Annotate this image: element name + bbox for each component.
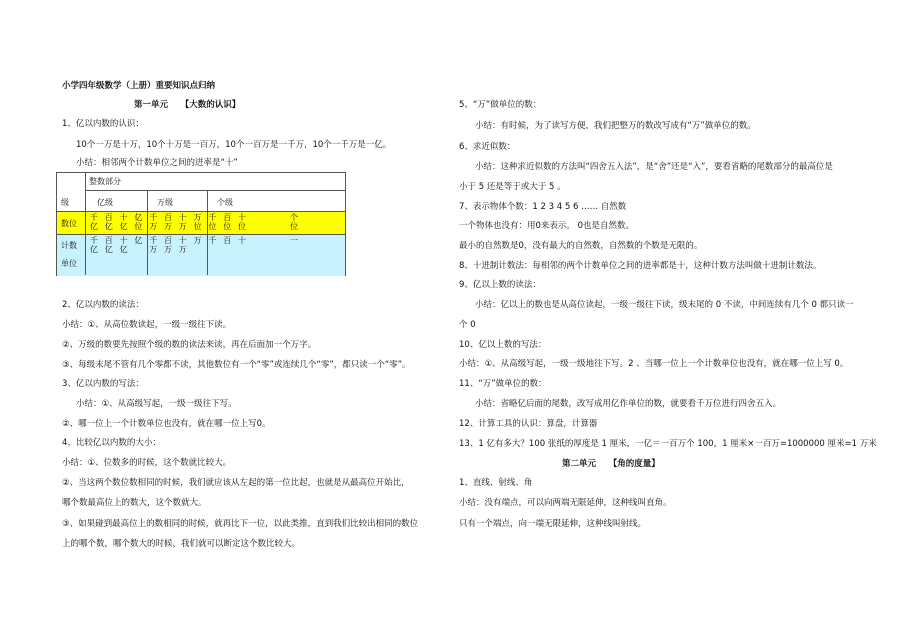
r11-heading: 11、“万”做单位的数： [459, 379, 547, 389]
unit-cell: 千万 [149, 236, 158, 254]
unit-cell: 千 [208, 236, 217, 245]
section3-heading: 3、亿以内数的写法： [62, 379, 144, 389]
unit-cell: 百亿 [104, 236, 113, 254]
place-cell: 百位 [223, 213, 232, 231]
section4-point2: ②、当这两个数位数相同的时候，我们就应该从左起的第一位比起，也就是从最高位开始比， [62, 478, 410, 488]
section2-point2: ②、万级的数要先按照个级的数的读法来读，再在后面加一个万字。 [62, 340, 317, 350]
r6-text: 小结：这种求近似数的方法叫“四舍五入法”，是“舍”还是“入”，要看省略的尾数部分的最高位是 [475, 162, 833, 172]
r13-heading: 13、1 亿有多大？100 张纸的厚度是 1 厘米，一亿＝一百万个 100，1 厘米×一百万=1000000 厘米=1 万米 [459, 439, 877, 449]
section4-heading: 4、比较亿以内数的大小： [62, 438, 161, 448]
r11-text: 小结：省略亿后面的尾数，改写成用亿作单位的数，就要看千万位进行四舍五入。 [475, 399, 782, 409]
place-cell: 百万 [164, 213, 172, 231]
r7-heading: 7、表示物体个数：1 2 3 4 5 6 …… 自然数 [459, 202, 627, 212]
r9-heading: 9、亿以上数的读法： [459, 280, 541, 290]
row-label-place: 数位 [61, 219, 77, 228]
place-cell: 十万 [178, 213, 187, 231]
unit-cell: 千亿 [90, 236, 98, 254]
section2-point1: 小结：①、从高位数读起，一级一级往下读。 [62, 320, 232, 330]
r9-text-cont: 个 0 [459, 320, 476, 330]
level-ge: 个级 [217, 198, 233, 207]
r12-heading: 12、计算工具的认识：算盘，计算器 [459, 419, 598, 429]
r8-heading: 8、十进制计数法：每相邻的两个计数单位之间的进率都是十，这种计数方法叫做十进制计数法。 [459, 261, 822, 271]
unit-cell: 十万 [178, 236, 187, 254]
r14-text: 小结：没有端点，可以向两端无限延伸，这种线叫直角。 [459, 498, 672, 508]
unit-cell: 百 [223, 236, 232, 245]
r7-text: 一个物体也没有：用0来表示。 0也是自然数。 [459, 221, 635, 231]
unit-cell: 一 [290, 236, 298, 245]
place-cell: 百亿 [104, 213, 113, 231]
section1-summary: 小结：相邻两个计数单位之间的进率是“十” [76, 158, 238, 168]
r14-heading: 1、直线、射线、角 [459, 478, 533, 488]
place-cell: 千位 [208, 213, 217, 231]
unit-cell: 万 [193, 236, 202, 245]
table-header: 整数部分 [89, 177, 121, 186]
section3-point1: 小结：①、从高级写起，一级一级往下写。 [76, 399, 237, 409]
row-label-counting: 计数 [61, 241, 77, 250]
r6-heading: 6、求近似数： [459, 142, 516, 152]
document-title: 小学四年级数学（上册）重要知识点归纳 [62, 81, 216, 91]
section4-point3-cont: 上的哪个数，哪个数大的时候，我们就可以断定这个数比较大。 [62, 539, 301, 549]
place-cell: 亿位 [134, 213, 143, 231]
place-value-table [56, 172, 346, 276]
r9-text: 小结：亿以上的数也是从高位读起，一级一级往下读，级末尾的 0 不读，中间连续有几个 0 都只读一 [475, 300, 854, 310]
place-cell: 个位 [290, 213, 298, 231]
place-cell: 千万 [149, 213, 158, 231]
row-label-level: 级 [61, 198, 69, 207]
section4-point3: ③、如果碰到最高位上的数相同的时候，就再比下一位，以此类推，直到我们比较出相同的数位 [62, 519, 419, 529]
section2-point3: ③、每级末尾不管有几个零都不读，其他数位有一个“零”或连续几个“零”，都只读一个“零”。 [62, 360, 411, 370]
section3-point2: ②、哪一位上一个计数单位也没有，就在哪一位上写0。 [62, 419, 271, 429]
r5-heading: 5、“万”做单位的数： [459, 100, 542, 110]
r10-heading: 10、亿以上数的写法： [459, 340, 547, 350]
place-cell: 千亿 [90, 213, 98, 231]
unit-cell: 亿 [134, 236, 143, 245]
level-yi: 亿级 [97, 198, 113, 207]
section1-text: 10个一万是十万，10个十万是一百万，10个一百万是一千万，10个一千万是一亿。 [76, 140, 392, 150]
level-wan: 万级 [157, 198, 173, 207]
place-cell: 十亿 [119, 213, 128, 231]
row-label-unit: 单位 [61, 259, 77, 268]
r7-text-2: 最小的自然数是0，没有最大的自然数，自然数的个数是无限的。 [459, 241, 703, 251]
unit1-heading: 第一单元 【大数的认识】 [134, 100, 241, 110]
unit-cell: 百万 [164, 236, 172, 254]
r5-text: 小结：有时候，为了读写方便，我们把整万的数改写成有“万”做单位的数。 [475, 121, 756, 131]
r6-text-cont: 小于 5 还是等于或大于 5 。 [459, 182, 566, 192]
place-cell: 万位 [193, 213, 202, 231]
r14-text-2: 只有一个端点，向一端无限延伸，这种线叫射线。 [459, 519, 647, 529]
unit-cell: 十 [238, 236, 246, 245]
place-cell: 十位 [238, 213, 246, 231]
section2-heading: 2、亿以内数的读法： [62, 300, 144, 310]
section1-heading: 1、亿以内数的认识： [62, 119, 144, 129]
section4-point2-cont: 哪个数最高位上的数大，这个数就大。 [62, 498, 207, 508]
r10-text: 小结：①、从高级写起，一级一级地往下写。2 、当哪一位上一个计数单位也没有，就在哪一位上写 0。 [459, 359, 849, 369]
unit2-heading: 第二单元 【角的度量】 [562, 459, 660, 469]
unit-cell: 十亿 [119, 236, 128, 254]
section4-point1: 小结：①、位数多的时候，这个数就比较大。 [62, 458, 232, 468]
